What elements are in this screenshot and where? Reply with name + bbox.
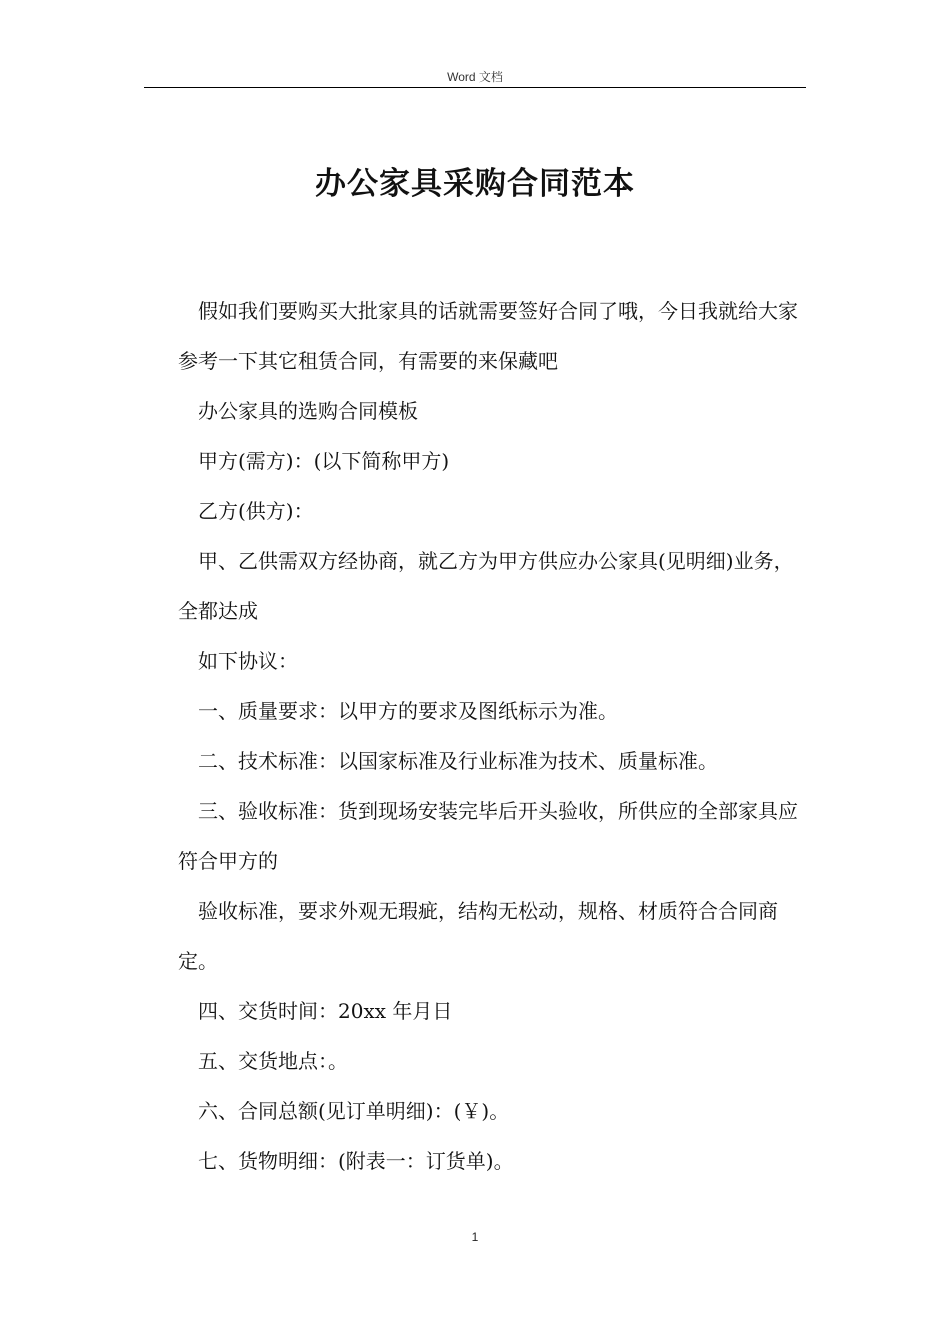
paragraph: 六、合同总额(见订单明细)：(￥)。 bbox=[198, 1099, 510, 1123]
document-body bbox=[178, 286, 804, 1186]
paragraph: 四、交货时间：20xx 年月日 bbox=[198, 999, 453, 1023]
paragraph: 办公家具的选购合同模板 bbox=[198, 399, 418, 423]
paragraph: 二、技术标准：以国家标准及行业标准为技术、质量标准。 bbox=[198, 749, 718, 773]
paragraph: 甲、乙供需双方经协商，就乙方为甲方供应办公家具(见明细)业务，全都达成 bbox=[178, 549, 794, 623]
page-number: 1 bbox=[471, 1230, 479, 1244]
paragraph: 乙方(供方)： bbox=[198, 499, 314, 523]
paragraph: 如下协议： bbox=[198, 649, 298, 673]
paragraph: 验收标准，要求外观无瑕疵，结构无松动，规格、材质符合合同商定。 bbox=[178, 899, 778, 973]
paragraph: 假如我们要购买大批家具的话就需要签好合同了哦，今日我就给大家参考一下其它租赁合同，有需要的来保藏吧 bbox=[178, 299, 798, 373]
paragraph: 三、验收标准：货到现场安装完毕后开头验收，所供应的全部家具应符合甲方的 bbox=[178, 799, 798, 873]
paragraph: 七、货物明细：(附表一：订货单)。 bbox=[198, 1149, 514, 1173]
page-header: Word 文档 bbox=[447, 70, 503, 84]
paragraph: 甲方(需方)：(以下简称甲方) bbox=[198, 449, 450, 473]
paragraph: 一、质量要求：以甲方的要求及图纸标示为准。 bbox=[198, 699, 618, 723]
paragraph: 五、交货地点：。 bbox=[198, 1049, 348, 1073]
header-divider bbox=[144, 87, 806, 88]
document-title: 办公家具采购合同范本 bbox=[315, 166, 635, 202]
